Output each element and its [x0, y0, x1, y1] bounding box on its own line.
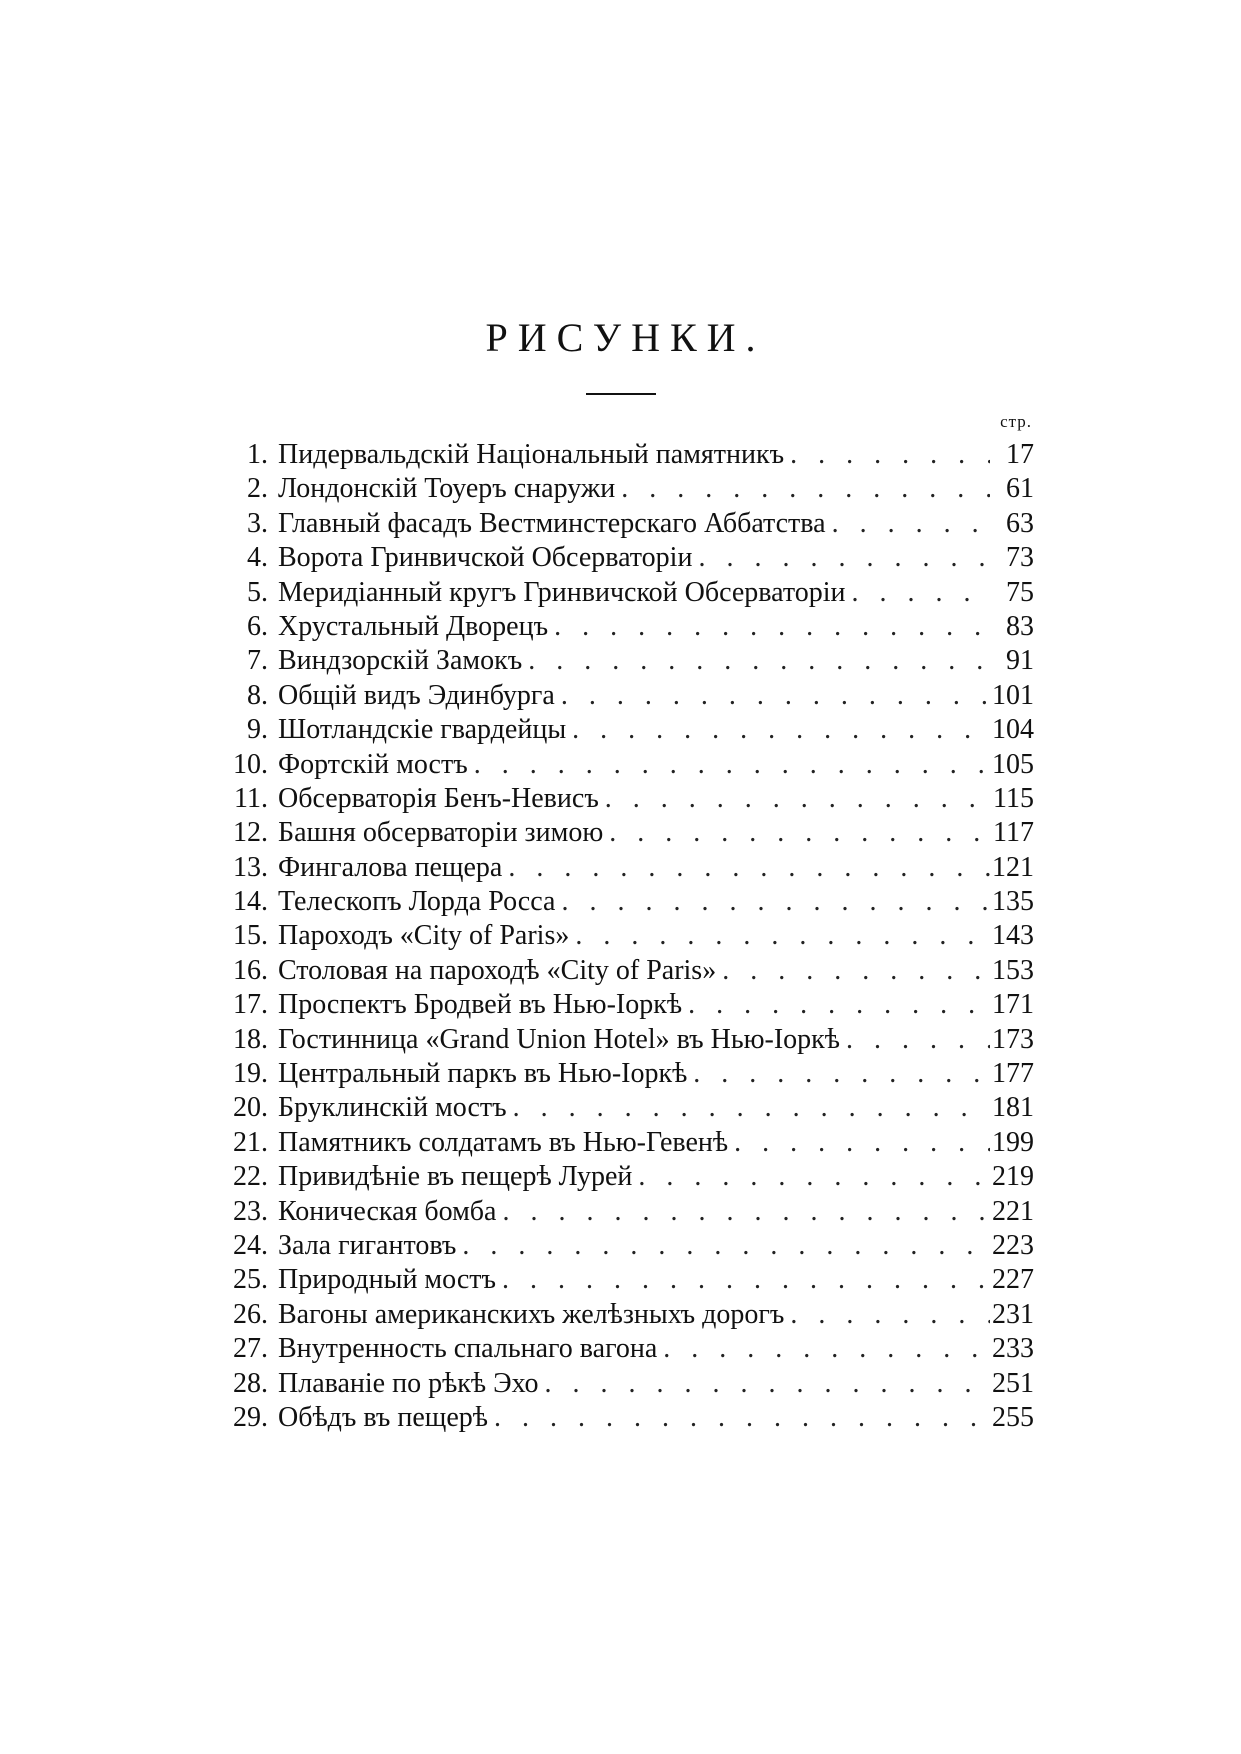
item-page: 223: [992, 1229, 1034, 1261]
item-title: Плаваніе по рѣкѣ Эхо: [278, 1367, 539, 1399]
list-item: [212, 576, 1034, 610]
item-page: 73: [1006, 542, 1034, 574]
item-number: 20.: [233, 1092, 268, 1124]
item-page: 181: [992, 1092, 1034, 1124]
item-number: 21.: [233, 1126, 268, 1158]
dot-leader: [569, 919, 990, 953]
dot-leader: [555, 679, 990, 713]
item-number: 3.: [247, 507, 268, 539]
list-item: [212, 885, 1034, 919]
list-item: [212, 1229, 1034, 1263]
item-number: 6.: [247, 610, 268, 642]
item-number: 28.: [233, 1367, 268, 1399]
list-item: [212, 610, 1034, 644]
dot-leader: [632, 1160, 990, 1194]
item-title: Главный фасадъ Вестминстерскаго Аббатства: [278, 507, 826, 539]
list-item: [212, 1160, 1034, 1194]
item-number: 24.: [233, 1229, 268, 1261]
item-page: 61: [1006, 473, 1034, 505]
list-item: [212, 507, 1034, 541]
item-page: 231: [992, 1298, 1034, 1330]
item-title: Внутренность спальнаго вагона: [278, 1333, 658, 1365]
dot-leader: [548, 610, 990, 644]
dot-leader: [692, 541, 990, 575]
item-page: 177: [992, 1058, 1034, 1090]
dot-leader: [657, 1332, 990, 1366]
item-number: 18.: [233, 1023, 268, 1055]
list-item: [212, 1332, 1034, 1366]
list-item: [212, 1195, 1034, 1229]
dot-leader: [539, 1367, 990, 1401]
list-item: [212, 988, 1034, 1022]
item-page: 104: [992, 714, 1034, 746]
item-page: 171: [992, 989, 1034, 1021]
list-item: [212, 919, 1034, 953]
item-number: 14.: [233, 886, 268, 918]
list-item: [212, 1401, 1034, 1435]
dot-leader: [456, 1229, 990, 1263]
list-item: [212, 1263, 1034, 1297]
list-item: [212, 816, 1034, 850]
list-item: [212, 748, 1034, 782]
item-number: 29.: [233, 1401, 268, 1433]
dot-leader: [716, 954, 990, 988]
dot-leader: [840, 1023, 990, 1057]
dot-leader: [502, 851, 990, 885]
list-item: [212, 679, 1034, 713]
item-title: Обѣдъ въ пещерѣ: [278, 1401, 488, 1433]
item-title: Столовая на пароходѣ «City of Paris»: [278, 954, 717, 986]
item-title: Фингалова пещера: [278, 851, 503, 883]
dot-leader: [728, 1126, 990, 1160]
item-title: Башня обсерваторіи зимою: [278, 817, 604, 849]
item-number: 19.: [233, 1058, 268, 1090]
item-number: 7.: [247, 645, 268, 677]
item-page: 143: [992, 920, 1034, 952]
item-number: 9.: [247, 714, 268, 746]
item-page: 83: [1006, 610, 1034, 642]
item-title: Хрустальный Дворецъ: [278, 610, 549, 642]
item-number: 22.: [233, 1161, 268, 1193]
item-page: 117: [993, 817, 1034, 849]
dot-leader: [468, 748, 990, 782]
item-number: 10.: [233, 748, 268, 780]
item-title: Ворота Гринвичской Обсерваторіи: [278, 542, 693, 574]
item-number: 8.: [247, 679, 268, 711]
list-item: [212, 1298, 1034, 1332]
page-column-header: стр.: [1000, 412, 1032, 431]
dot-leader: [687, 1057, 990, 1091]
item-title: Коническая бомба: [278, 1195, 497, 1227]
item-page: 255: [992, 1401, 1034, 1433]
dot-leader: [615, 472, 990, 506]
item-title: Гостинница «Grand Union Hotel» въ Нью-Іоркѣ: [278, 1023, 840, 1055]
list-item: [212, 1091, 1034, 1125]
item-title: Телескопъ Лорда Росса: [278, 886, 556, 918]
dot-leader: [496, 1263, 990, 1297]
item-number: 13.: [233, 851, 268, 883]
item-title: Зала гигантовъ: [278, 1229, 457, 1261]
dot-leader: [845, 576, 990, 610]
item-number: 12.: [233, 817, 268, 849]
item-number: 4.: [247, 542, 268, 574]
item-page: 199: [992, 1126, 1034, 1158]
item-page: 75: [1006, 576, 1034, 608]
dot-leader: [682, 988, 990, 1022]
item-page: 135: [992, 886, 1034, 918]
list-item: [212, 713, 1034, 747]
dot-leader: [599, 782, 990, 816]
item-page: 91: [1006, 645, 1034, 677]
item-page: 227: [992, 1264, 1034, 1296]
item-title: Меридіанный кругъ Гринвичской Обсерваторіи: [278, 576, 846, 608]
dot-leader: [784, 1298, 990, 1332]
item-number: 27.: [233, 1333, 268, 1365]
dot-leader: [488, 1401, 990, 1435]
list-item: [212, 472, 1034, 506]
item-number: 16.: [233, 954, 268, 986]
item-number: 25.: [233, 1264, 268, 1296]
dot-leader: [566, 713, 990, 747]
item-page: 233: [992, 1333, 1034, 1365]
item-number: 26.: [233, 1298, 268, 1330]
item-page: 153: [992, 954, 1034, 986]
item-page: 101: [992, 679, 1034, 711]
item-number: 2.: [247, 473, 268, 505]
item-number: 15.: [233, 920, 268, 952]
list-item: [212, 1057, 1034, 1091]
item-page: 115: [993, 782, 1034, 814]
list-item: [212, 1023, 1034, 1057]
dot-leader: [496, 1195, 990, 1229]
item-title: Виндзорскій Замокъ: [278, 645, 523, 677]
list-item: [212, 541, 1034, 575]
item-title: Общій видъ Эдинбурга: [278, 679, 555, 711]
item-number: 23.: [233, 1195, 268, 1227]
item-page: 221: [992, 1195, 1034, 1227]
item-title: Памятникъ солдатамъ въ Нью-Гевенѣ: [278, 1126, 729, 1158]
page-title: РИСУНКИ.: [485, 315, 766, 360]
item-title: Привидѣніе въ пещерѣ Лурей: [278, 1161, 633, 1193]
illustrations-list: [212, 438, 1034, 1435]
item-page: 63: [1006, 507, 1034, 539]
dot-leader: [522, 644, 990, 678]
item-title: Природный мостъ: [278, 1264, 496, 1296]
item-page: 121: [992, 851, 1034, 883]
item-title: Лондонскій Тоуеръ снаружи: [278, 473, 616, 505]
list-item: [212, 438, 1034, 472]
item-page: 219: [992, 1161, 1034, 1193]
title-rule: [586, 393, 656, 395]
item-title: Бруклинскій мостъ: [278, 1092, 507, 1124]
dot-leader: [603, 816, 990, 850]
list-item: [212, 954, 1034, 988]
list-item: [212, 851, 1034, 885]
item-page: 251: [992, 1367, 1034, 1399]
dot-leader: [826, 507, 990, 541]
item-title: Пидервальдскій Національный памятникъ: [278, 439, 785, 470]
dot-leader: [555, 885, 990, 919]
list-item: [212, 1367, 1034, 1401]
item-title: Вагоны американскихъ желѣзныхъ дорогъ: [278, 1298, 785, 1330]
item-title: Пароходъ «City of Paris»: [278, 920, 570, 952]
list-item: [212, 782, 1034, 816]
item-number: 17.: [233, 989, 268, 1021]
dot-leader: [507, 1091, 990, 1125]
list-item: [212, 644, 1034, 678]
item-title: Шотландскіе гвардейцы: [278, 714, 567, 746]
item-title: Центральный паркъ въ Нью-Іоркѣ: [278, 1058, 688, 1090]
item-title: Обсерваторія Бенъ-Невисъ: [278, 782, 599, 814]
item-number: 1.: [247, 439, 268, 470]
item-number: 5.: [247, 576, 268, 608]
item-page: 105: [992, 748, 1034, 780]
item-page: 173: [992, 1023, 1034, 1055]
item-title: Проспектъ Бродвей въ Нью-Іоркѣ: [278, 989, 683, 1021]
item-number: 11.: [234, 782, 268, 814]
list-item: [212, 1126, 1034, 1160]
dot-leader: [784, 438, 990, 472]
item-title: Фортскій мостъ: [278, 748, 468, 780]
item-page: 17: [1006, 439, 1034, 470]
